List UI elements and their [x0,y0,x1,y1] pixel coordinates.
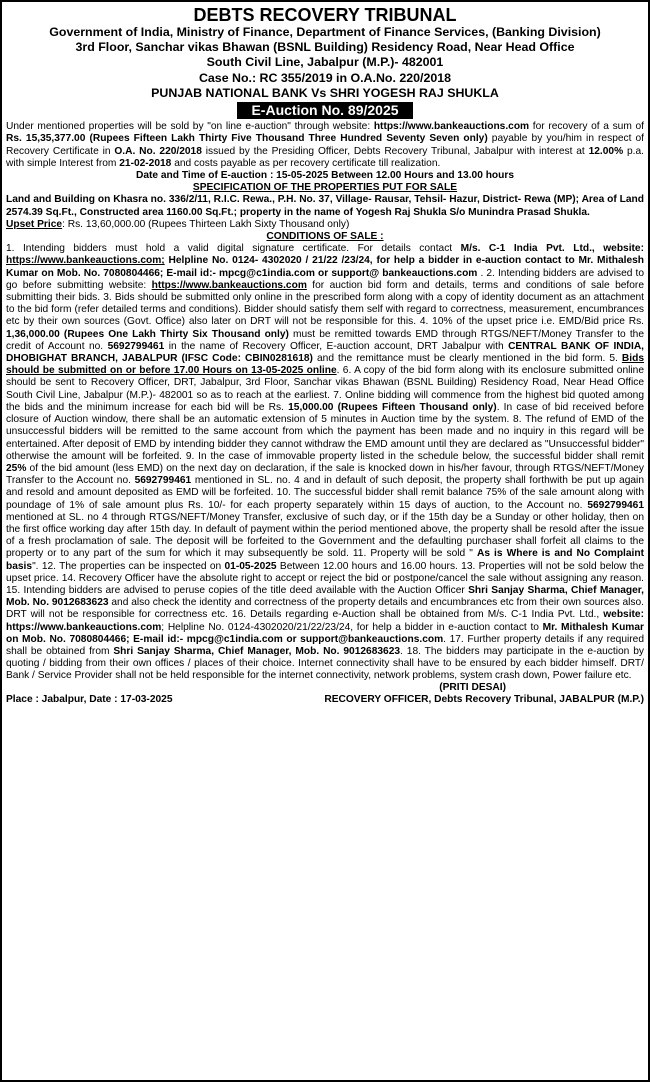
bank-details: CENTRAL BANK OF INDIA, DHOBIGHAT BRANCH, JABALPUR (IFSC Code: CBIN0281618) [6,340,645,365]
bid-deadline: Bids should be submitted on or before 17.00 Hours on 13-05-2025 online [6,353,644,377]
intro-text-1: Under mentioned properties will be sold by "on line e-auction" through website: [6,121,374,133]
conditions-heading: CONDITIONS OF SALE : [266,231,384,243]
intro-website: https://www.bankeauctions.com [373,121,530,133]
intro-text-4: issued by the Presiding Officer, Debts Recovery Tribunal, Jabalpur with interest at [201,145,589,157]
upset-price-label: Upset Price [6,218,63,230]
interest-from-date: 21-02-2018 [119,157,172,169]
account-number: 5692799461 [134,475,192,487]
condition-text: . In case of bid received before closure of Auction window, there shall be an automatic extension of 5 minutes in Auction time by the system. 8. The refund of EMD of the unsuccessful bidders will be remitted to the same account from which the payment has been made and no inquiry in this regard will be entertained. After deposit of EMD by intending bidder they cannot withdraw the EMD amount until they are declared as "Unsuccessful bidder" otherwise the amount will be forfeited. 9. In the case of immovable property listed in the schedule below, the successful bidder shall remit [6,401,644,462]
emd-amount: 1,36,000.00 (Rupees One Lakh Thirty Six Thousand only) [6,328,289,340]
upset-price-value: : Rs. 13,60,000.00 (Rupees Thirteen Lakh Sixty Thousand only) [62,218,350,230]
place-and-date: Place : Jabalpur, Date : 17-03-2025 [6,693,173,705]
intro-paragraph [6,121,644,170]
auction-number-banner: E-Auction No. 89/2025 [237,102,412,119]
website-link: https://www.bankeauctions.com [151,279,307,291]
helpline-contact: Mr. Mithalesh Kumar on Mob. No. 7080804466; E-mail id:- mpcg@c1india.com or support@bankeauctions.com [6,621,644,645]
auction-officer-contact: Shri Sanjay Sharma, Chief Manager, Mob. No. 9012683623 [113,645,401,657]
condition-text: in the name of Recovery Officer, E-auction account, DRT Jabalpur with [164,340,509,352]
auction-banner-wrap [6,102,644,119]
auction-date-time: Date and Time of E-auction : 15-05-2025 Between 12.00 Hours and 13.00 hours [135,170,514,182]
condition-text: mentioned at SL. no 4 through RTGS/NEFT/Money Transfer, exclusive of such day, or if the 15th day be a Sunday or other holiday, then on the first office working day after 15th day. In default of payment within the period mentioned above, the property shall be resold after the issue of a fresh proclamation of sale. The deposit will be forfeited to the Government and the defaulting purchaser shall forfeit all claims to the property or to any part of the sum for which it may subsequently be sold. 11. Property will be sold " [6,511,644,560]
condition-text: Between 12.00 hours and 16.00 hours. 13. Properties will not be sold below the upset price. 14. Recovery Officer have the absolute right to accept or reject the bid or postpone/cancel the sale without assigning any reason. 15. Intending bidders are advised to peruse copies of the title deed available with the Auction Officer [6,560,644,596]
inspection-date: 01-05-2025 [224,560,277,572]
account-number: 5692799461 [587,499,644,511]
remit-percent: 25% [6,462,27,474]
condition-text: and also check the identity and correctness of the property details and encumbrances etc from their own sources also. DRT will not be responsible for correctness etc. 16. Details regarding e-Auction shall be obtained from M/s. C-1 India Pvt. Ltd., [6,597,644,621]
recovery-amount: Rs. 15,35,377.00 (Rupees Fifteen Lakh Thirty Five Thousand Three Hundred Seventy Seven only) [6,133,488,145]
intro-text-6: and costs payable as per recovery certificate till realization. [171,157,441,169]
intro-text-3: payable by you/him in respect of Recovery Certificate in [6,133,644,157]
condition-text: of the bid amount (less EMD) on the next day on declaration, if the sale is knocked down in his/her favour, through RTGS/NEFT/Money Transfer to the Account no. [6,462,644,487]
address-line-1: 3rd Floor, Sanchar vikas Bhawan (BSNL Building) Residency Road, Near Head Office [75,40,575,55]
intro-text-5: p.a. with simple Interest from [6,145,644,169]
website-link: website: https://www.bankeauctions.com [6,609,644,633]
bid-increment: 15,000.00 (Rupees Fifteen Thousand only) [288,401,497,413]
upset-price-line [6,219,644,231]
account-number: 5692799461 [107,340,165,352]
interest-rate: 12.00% [588,145,624,157]
auction-officer-contact: Shri Sanjay Sharma, Chief Manager, Mob. No. 9012683623 [6,584,644,609]
condition-text: ". 12. The properties can be inspected on [32,560,225,572]
condition-text: . 17. Further property details if any required shall be obtained from [6,633,644,657]
parties-line: PUNJAB NATIONAL BANK Vs SHRI YOGESH RAJ SHUKLA [151,85,499,100]
condition-text: . 18. The bidders may participate in the e-auction by quoting / bidding from their own offices / places of their choice. Internet connectivity shall have to be ensured by each bidder himself. DRT/ Bank / Service Provider shall not be held responsible for the internet connectivity, network problems, system crash down, Power failure etc. [6,645,644,682]
property-description: Land and Building on Khasra no. 336/2/11, R.I.C. Rewa., P.H. No. 37, Village- Rausar, Tehsil- Hazur, District- Rewa (MP); Area of Land 2574.39 Sq.Ft., Constructed area 1160.00 Sq.Ft.; property in the name of Yogesh Raj Shukla S/o Munindra Prasad Shukla. [6,194,644,218]
condition-text: must be remitted towards EMD through RTGS/NEFT/Money Transfer to the credit of Account no. [6,328,644,352]
specification-heading: SPECIFICATION OF THE PROPERTIES PUT FOR SALE [192,182,458,194]
ministry-line: Government of India, Ministry of Finance, Department of Finance Services, (Banking Division) [49,25,601,39]
condition-text: and the remittance must be clearly mentioned in the bid form. 5. [312,353,622,365]
condition-text: . 2. Intending bidders are advised to go before submitting website: [6,267,644,291]
condition-text: for auction bid form and details, terms and conditions of sale before submitting their bids. 3. Bids should be submitted only online in the prescribed form along with a copy of identity document as an attachment to the bid form (refer detailed terms and conditions). Bidder should satisfy them self with regard to correctness, measurement, encumbrances etc by their own sources (Govt. Office) also later on DRT will not be responsible for this. 4. 10% of the upset price i.e. EMD/Bid price Rs. [6,279,644,328]
helpline-contact: Helpline No. 0124- 4302020 / 21/22 /23/24, for help a bidder in e-auction contact to Mr. Mithalesh Kumar on Mob. No. 7080804466; E-mail id:- mpcg@c1india.com or support@ bankeauctions.com [6,255,644,279]
case-number: Case No.: RC 355/2019 in O.A.No. 220/2018 [198,70,452,85]
address-line-2: South Civil Line, Jabalpur (M.P.)- 482001 [206,55,444,70]
intro-text-2: for recovery of a sum of [529,121,644,133]
condition-text: ; Helpline No. 0124-4302020/21/22/23/24, for help a bidder in e-auction contact to [161,621,543,633]
condition-text: mentioned in SL. no. 4 and in default of such deposit, the property shall forthwith be put up again and resold and amount deposited as EMD will be forfeited. 10. The successful bidder shall remit balance 75% of the sale amount along with poundage of 1% of sale amount plus Rs. 10/- for each property separately within 15 days of auction, to the Account no. [6,475,644,511]
tribunal-title: DEBTS RECOVERY TRIBUNAL [193,5,457,25]
website-link: https://www.bankeauctions.com; [6,255,165,267]
condition-text: 1. Intending bidders must hold a valid digital signature certificate. For details contact [6,243,461,255]
notice-footer [6,694,644,706]
condition-text: . 6. A copy of the bid form along with its enclosure submitted online should be sent to Recovery Officer, DRT, Jabalpur, 3rd Floor, Sanchar vikas Bhawan (BSNL Building) Residency Road, Near Head Office South Civil Line, Jabalpur (M.P.)- 482001 so as to reach at the earliest. 7. Online bidding will commence from the highest bid quoted among the bids and the minimum increase for each bid will be Rs. [6,365,644,413]
conditions-of-sale [6,243,644,682]
oa-number: O.A. No. 220/2018 [114,145,202,157]
signatory-name: (PRITI DESAI) [439,681,506,693]
sale-basis: As is Where is and No Complaint basis [6,548,644,572]
service-provider: M/s. C-1 India Pvt. Ltd., website: [460,243,644,255]
recovery-officer-title: RECOVERY OFFICER, Debts Recovery Tribunal, JABALPUR (M.P.) [324,693,644,705]
